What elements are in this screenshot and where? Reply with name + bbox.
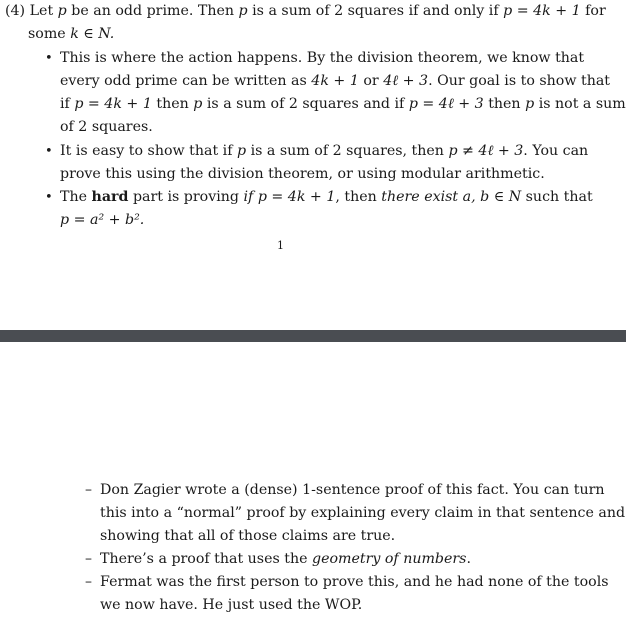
dash-1-line-1: Don Zagier wrote a (dense) 1-sentence proof of this fact. You can turn (100, 482, 605, 498)
bullet-2-line-1: It is easy to show that if p is a sum of 2 squares, then p ≠ 4ℓ + 3. You can (60, 143, 589, 159)
bullet-1-line-2: every odd prime can be written as 4k + 1 or 4ℓ + 3. Our goal is to show that (60, 73, 610, 89)
bullet-1-marker: • (45, 51, 53, 66)
bullet-3-marker: • (45, 190, 53, 205)
dash-1-line-3: showing that all of those claims are true. (100, 528, 396, 544)
item-number: (4) (5, 3, 26, 19)
dash-1-line-2: this into a “normal” proof by explaining every claim in that sentence and (100, 505, 626, 521)
bullet-2-line-2: prove this using the division theorem, or using modular arithmetic. (60, 166, 545, 182)
bullet-1-line-3: if p = 4k + 1 then p is a sum of 2 squares and if p = 4ℓ + 3 then p is not a sum (60, 96, 626, 112)
bullet-1-line-1: This is where the action happens. By the division theorem, we know that (60, 50, 585, 66)
page-bottom (0, 342, 626, 625)
dash-3-line-1: Fermat was the first person to prove this, and he had none of the tools (100, 574, 609, 590)
bullet-3-line-1: The hard part is proving if p = 4k + 1, then there exist a, b ∈ N such that (60, 189, 593, 205)
dash-3-marker: – (85, 574, 92, 590)
item-4-line-1: (4) Let p be an odd prime. Then p is a sum of 2 squares if and only if p = 4k + 1 for (5, 3, 606, 19)
bullet-2-marker: • (45, 144, 53, 159)
dash-1-marker: – (85, 482, 92, 498)
dash-3-line-2: we now have. He just used the WOP. (100, 597, 363, 613)
item-4-line-2: some k ∈ N. (28, 26, 115, 42)
page-number: 1 (277, 239, 284, 252)
dash-2-line-1: There’s a proof that uses the geometry of numbers. (100, 551, 471, 567)
bullet-1-line-4: of 2 squares. (60, 119, 153, 135)
bullet-3-line-2: p = a² + b². (60, 212, 145, 228)
dash-2-marker: – (85, 551, 92, 567)
hard-emphasis: hard (91, 189, 129, 205)
page-divider (0, 330, 626, 342)
